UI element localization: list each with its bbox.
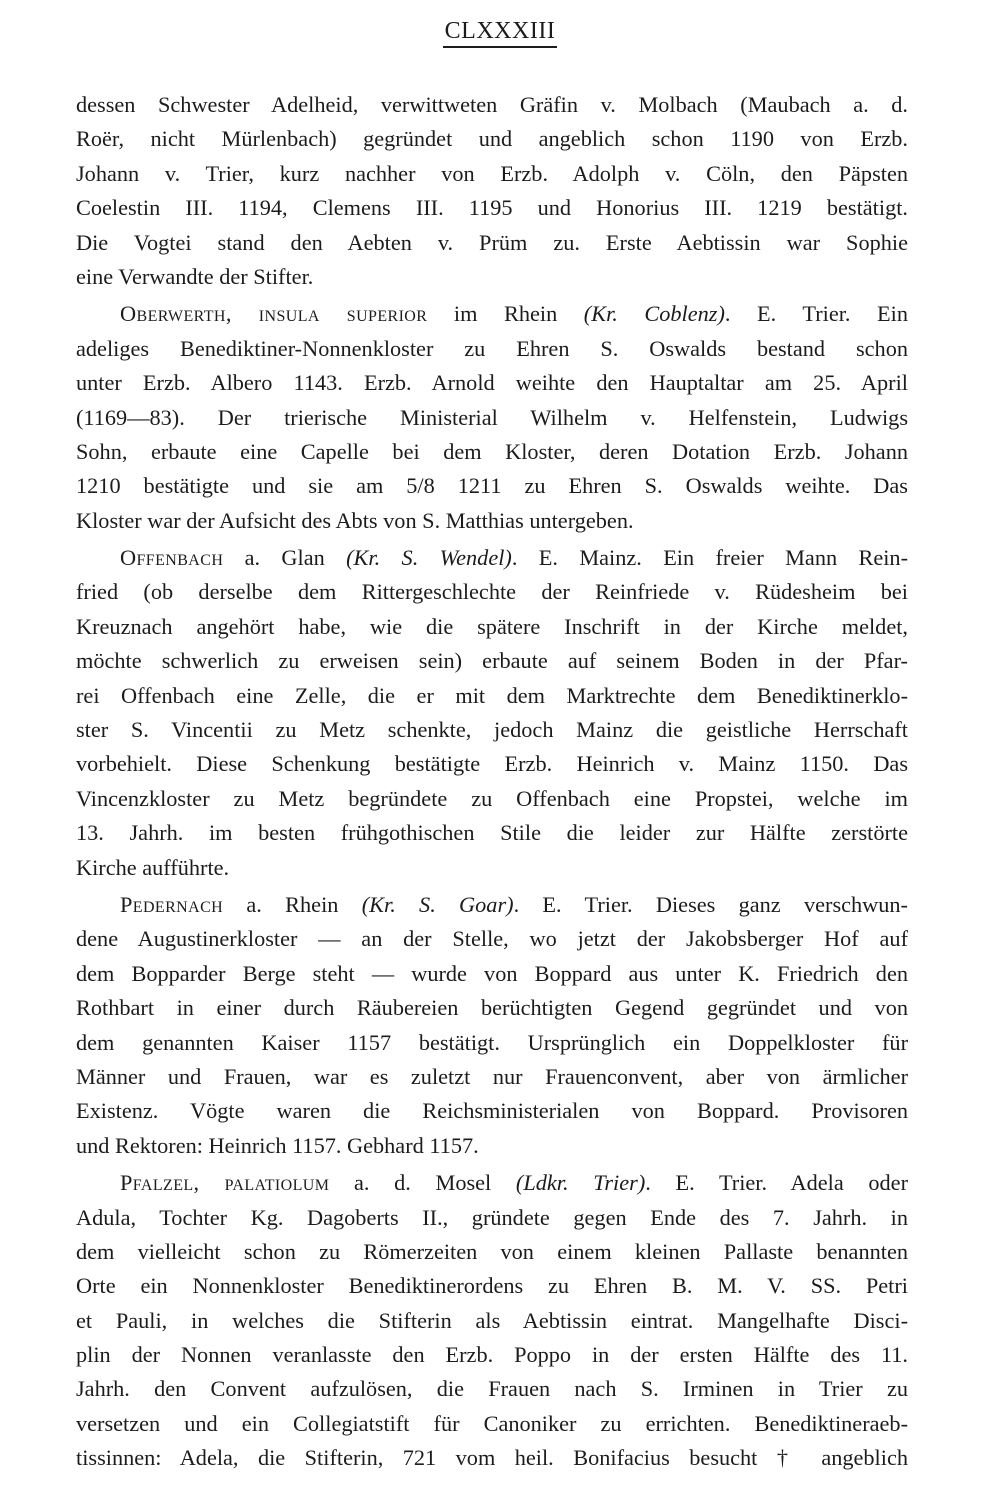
text-line: dene Augustinerkloster — an der Stelle, wo jetzt der Jakobsberger Hof auf [76, 926, 908, 952]
text-line: (1169—83). Der trierische Ministerial Wilhelm v. Helfenstein, Ludwigs [76, 404, 908, 430]
entry-heading-line: Offenbach a. Glan (Kr. S. Wendel). E. Mainz. Ein freier Mann Rein- [120, 545, 909, 571]
text-line: Existenz. Vögte waren die Reichsministerialen von Boppard. Provisoren [76, 1098, 908, 1124]
district-name: (Kr. S. Goar) [361, 891, 514, 917]
text-line: Coelestin III. 1194, Clemens III. 1195 und Honorius III. 1219 bestätigt. [76, 195, 908, 221]
place-name: Pfalzel, palatiolum [120, 1170, 330, 1196]
text-line: tissinnen: Adela, die Stifterin, 721 vom heil. Bonifacius besucht † angeblich [76, 1445, 908, 1471]
text-line: dem genannten Kaiser 1157 bestätigt. Ursprünglich ein Doppelkloster für [76, 1029, 908, 1055]
text-line: Kreuznach angehört habe, wie die spätere Inschrift in der Kirche meldet, [76, 613, 908, 639]
text-line: 1210 bestätigte und sie am 5/8 1211 zu Ehren S. Oswalds weihte. Das [76, 473, 908, 499]
text-line: Rothbart in einer durch Räubereien berüchtigten Gegend gegründet und von [76, 995, 908, 1021]
text-line: Johann v. Trier, kurz nachher von Erzb. Adolph v. Cöln, den Päpsten [76, 160, 908, 186]
district-name: (Kr. Coblenz) [583, 301, 725, 327]
text-line: et Pauli, in welches die Stifterin als Aebtissin eintrat. Mangelhafte Disci- [76, 1307, 908, 1333]
text-line: Die Vogtei stand den Aebten v. Prüm zu. Erste Aebtissin war Sophie [76, 229, 908, 255]
text-line: 13. Jahrh. im besten frühgothischen Stile die leider zur Hälfte zerstörte [76, 820, 908, 846]
district-name: (Ldkr. Trier) [515, 1170, 646, 1196]
text-line: Roër, nicht Mürlenbach) gegründet und angeblich schon 1190 von Erzb. [76, 126, 908, 152]
paragraph [76, 88, 908, 294]
paragraph-pfalzel [76, 1166, 908, 1476]
paragraph-offenbach [76, 541, 908, 885]
entry-heading-line: Pedernach a. Rhein (Kr. S. Goar). E. Trier. Dieses ganz verschwun- [120, 891, 908, 917]
text-line: Jahrh. den Convent aufzulösen, die Frauen nach S. Irminen in Trier zu [76, 1376, 908, 1402]
text-line: Kirche aufführte. [76, 854, 230, 880]
page-number-text: CLXXXIII [443, 16, 558, 48]
entry-heading-line: Pfalzel, palatiolum a. d. Mosel (Ldkr. Trier). E. Trier. Adela oder [120, 1170, 908, 1196]
paragraph-oberwerth [76, 297, 908, 538]
text-line: vorbehielt. Diese Schenkung bestätigte Erzb. Heinrich v. Mainz 1150. Das [76, 751, 908, 777]
text-line: Vincenzkloster zu Metz begründete zu Offenbach eine Propstei, welche im [76, 785, 908, 811]
place-name: Oberwerth, insula superior [120, 301, 428, 327]
text-line: fried (ob derselbe dem Rittergeschlechte der Reinfriede v. Rüdesheim bei [76, 579, 908, 605]
page-number [0, 14, 1000, 48]
text-line: dem Bopparder Berge steht — wurde von Boppard aus unter K. Friedrich den [76, 960, 908, 986]
text-line: adeliges Benediktiner-Nonnenkloster zu Ehren S. Oswalds bestand schon [76, 335, 908, 361]
text-line: ster S. Vincentii zu Metz schenkte, jedoch Mainz die geistliche Herrschaft [76, 717, 908, 743]
place-name: Pedernach [120, 891, 224, 917]
text-line: möchte schwerlich zu erweisen sein) erbaute auf seinem Boden in der Pfar- [76, 648, 908, 674]
text-line: Sohn, erbaute eine Capelle bei dem Kloster, deren Dotation Erzb. Johann [76, 438, 908, 464]
text-line: dem vielleicht schon zu Römerzeiten von einem kleinen Pallaste benannten [76, 1238, 908, 1264]
paragraph-pedernach [76, 888, 908, 1163]
text-line: Orte ein Nonnenkloster Benediktinerordens zu Ehren B. M. V. SS. Petri [76, 1273, 908, 1299]
text-line: Kloster war der Aufsicht des Abts von S. Matthias untergeben. [76, 507, 634, 533]
text-line: und Rektoren: Heinrich 1157. Gebhard 1157. [76, 1132, 479, 1158]
text-line: plin der Nonnen veranlasste den Erzb. Poppo in der ersten Hälfte des 11. [76, 1342, 908, 1368]
text-line: dessen Schwester Adelheid, verwittweten Gräfin v. Molbach (Maubach a. d. [76, 92, 908, 117]
text-line: Männer und Frauen, war es zuletzt nur Frauenconvent, aber von ärmlicher [76, 1063, 908, 1089]
text-line: unter Erzb. Albero 1143. Erzb. Arnold weihte den Hauptaltar am 25. April [76, 370, 908, 396]
district-name: (Kr. S. Wendel) [346, 545, 512, 571]
text-body [76, 88, 908, 1476]
text-line: Adula, Tochter Kg. Dagoberts II., gründete gegen Ende des 7. Jahrh. in [76, 1204, 908, 1230]
text-line: rei Offenbach eine Zelle, die er mit dem Marktrechte dem Benediktinerklo- [76, 682, 908, 708]
text-line: versetzen und ein Collegiatstift für Canoniker zu errichten. Benediktineraeb- [76, 1410, 908, 1436]
place-name: Offenbach [120, 545, 224, 571]
text-line: eine Verwandte der Stifter. [76, 263, 314, 289]
entry-heading-line: Oberwerth, insula superior im Rhein (Kr. Coblenz). E. Trier. Ein [120, 301, 908, 327]
